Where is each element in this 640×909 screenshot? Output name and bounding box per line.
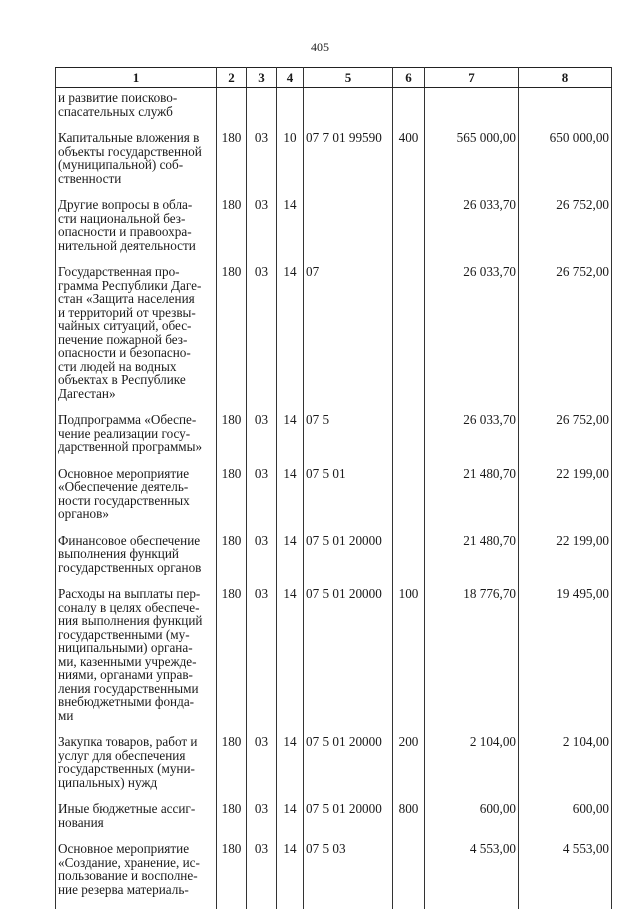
row-name-cell: [56, 413, 217, 467]
amount-year1-cell: 26 033,70: [425, 198, 519, 265]
row-name-line: ниципальными) органа-: [58, 641, 214, 655]
row-name-cell: [56, 842, 217, 909]
subsection-cell: 14: [277, 413, 304, 467]
header-row: [56, 68, 612, 88]
row-name-line: ми: [58, 709, 214, 723]
table-row: [56, 467, 612, 534]
row-name-line: Финансовое обеспечение: [58, 534, 214, 548]
row-name-line: чайных ситуаций, обес-: [58, 319, 214, 333]
row-name-line: ниями, органами управ-: [58, 668, 214, 682]
row-name-line: дарственной программы»: [58, 440, 214, 454]
section-cell: 03: [247, 735, 277, 802]
table-row: [56, 198, 612, 265]
glava-cell: 180: [217, 198, 247, 265]
amount-year2-cell: [519, 88, 612, 132]
target-code-cell: 07 7 01 99590: [304, 131, 393, 198]
row-name-line: грамма Республики Даге-: [58, 279, 214, 293]
header-cell: 6: [393, 68, 425, 88]
row-name-line: органов»: [58, 507, 214, 521]
amount-year1-cell: 4 553,00: [425, 842, 519, 909]
row-name-line: Расходы на выплаты пер-: [58, 587, 214, 601]
expense-type-cell: [393, 265, 425, 413]
target-code-cell: 07 5 01 20000: [304, 735, 393, 802]
table-row: [56, 88, 612, 132]
row-name-line: объектах в Республике: [58, 373, 214, 387]
amount-year2-cell: 4 553,00: [519, 842, 612, 909]
row-name-line: ственности: [58, 172, 214, 186]
section-cell: 03: [247, 198, 277, 265]
page-number: 405: [0, 40, 640, 55]
row-name-line: ности государственных: [58, 494, 214, 508]
row-name-line: опасности и безопасно-: [58, 346, 214, 360]
section-cell: 03: [247, 802, 277, 842]
header-cell: 1: [56, 68, 217, 88]
section-cell: 03: [247, 131, 277, 198]
amount-year1-cell: 21 480,70: [425, 467, 519, 534]
row-name-line: Подпрограмма «Обеспе-: [58, 413, 214, 427]
expense-type-cell: [393, 88, 425, 132]
subsection-cell: 10: [277, 131, 304, 198]
section-cell: 03: [247, 587, 277, 735]
header-cell: 2: [217, 68, 247, 88]
row-name-line: ципальных) нужд: [58, 776, 214, 790]
row-name-line: ние резерва материаль-: [58, 883, 214, 897]
amount-year2-cell: 22 199,00: [519, 467, 612, 534]
row-name-line: Закупка товаров, работ и: [58, 735, 214, 749]
expense-type-cell: [393, 467, 425, 534]
glava-cell: 180: [217, 467, 247, 534]
row-name-line: «Создание, хранение, ис-: [58, 856, 214, 870]
subsection-cell: 14: [277, 735, 304, 802]
expense-type-cell: [393, 413, 425, 467]
row-name-cell: [56, 467, 217, 534]
row-name-cell: [56, 802, 217, 842]
row-name-line: объекты государственной: [58, 145, 214, 159]
row-name-cell: [56, 88, 217, 132]
table-row: [56, 265, 612, 413]
row-name-line: внебюджетными фонда-: [58, 695, 214, 709]
row-name-line: Основное мероприятие: [58, 467, 214, 481]
table-row: [56, 735, 612, 802]
expense-type-cell: 100: [393, 587, 425, 735]
row-name-line: ми, казенными учрежде-: [58, 655, 214, 669]
section-cell: 03: [247, 842, 277, 909]
amount-year1-cell: 26 033,70: [425, 413, 519, 467]
target-code-cell: 07: [304, 265, 393, 413]
row-name-line: услуг для обеспечения: [58, 749, 214, 763]
subsection-cell: 14: [277, 802, 304, 842]
header-cell: 4: [277, 68, 304, 88]
table-row: [56, 802, 612, 842]
glava-cell: 180: [217, 802, 247, 842]
expense-type-cell: [393, 534, 425, 588]
amount-year2-cell: 22 199,00: [519, 534, 612, 588]
glava-cell: 180: [217, 534, 247, 588]
header-cell: 5: [304, 68, 393, 88]
row-name-line: нования: [58, 816, 214, 830]
row-name-line: печение пожарной без-: [58, 333, 214, 347]
row-name-line: и территорий от чрезвы-: [58, 306, 214, 320]
row-name-line: (муниципальной) соб-: [58, 158, 214, 172]
amount-year1-cell: 2 104,00: [425, 735, 519, 802]
header-cell: 8: [519, 68, 612, 88]
row-name-line: сти людей на водных: [58, 360, 214, 374]
budget-table: [55, 67, 612, 909]
row-name-cell: [56, 587, 217, 735]
row-name-cell: [56, 534, 217, 588]
row-name-line: «Обеспечение деятель-: [58, 480, 214, 494]
target-code-cell: 07 5 03: [304, 842, 393, 909]
target-code-cell: 07 5 01 20000: [304, 534, 393, 588]
glava-cell: 180: [217, 265, 247, 413]
amount-year1-cell: 21 480,70: [425, 534, 519, 588]
glava-cell: [217, 88, 247, 132]
target-code-cell: [304, 198, 393, 265]
table-row: [56, 842, 612, 909]
amount-year1-cell: 18 776,70: [425, 587, 519, 735]
amount-year2-cell: 600,00: [519, 802, 612, 842]
amount-year2-cell: 26 752,00: [519, 265, 612, 413]
amount-year2-cell: 19 495,00: [519, 587, 612, 735]
row-name-line: Государственная про-: [58, 265, 214, 279]
section-cell: 03: [247, 413, 277, 467]
glava-cell: 180: [217, 413, 247, 467]
section-cell: 03: [247, 467, 277, 534]
row-name-cell: [56, 131, 217, 198]
row-name-line: чение реализации госу-: [58, 427, 214, 441]
row-name-line: государственных органов: [58, 561, 214, 575]
subsection-cell: 14: [277, 587, 304, 735]
row-name-line: спасательных служб: [58, 105, 214, 119]
row-name-line: Основное мероприятие: [58, 842, 214, 856]
row-name-line: государственными (му-: [58, 628, 214, 642]
expense-type-cell: [393, 842, 425, 909]
glava-cell: 180: [217, 735, 247, 802]
table-row: [56, 131, 612, 198]
subsection-cell: 14: [277, 467, 304, 534]
row-name-line: Иные бюджетные ассиг-: [58, 802, 214, 816]
row-name-cell: [56, 198, 217, 265]
row-name-line: пользование и восполне-: [58, 869, 214, 883]
expense-type-cell: [393, 198, 425, 265]
header-cell: 7: [425, 68, 519, 88]
row-name-line: сти национальной без-: [58, 212, 214, 226]
amount-year2-cell: 26 752,00: [519, 198, 612, 265]
target-code-cell: 07 5: [304, 413, 393, 467]
subsection-cell: 14: [277, 265, 304, 413]
glava-cell: 180: [217, 587, 247, 735]
target-code-cell: 07 5 01 20000: [304, 587, 393, 735]
section-cell: 03: [247, 534, 277, 588]
amount-year1-cell: 600,00: [425, 802, 519, 842]
subsection-cell: [277, 88, 304, 132]
subsection-cell: 14: [277, 198, 304, 265]
glava-cell: 180: [217, 842, 247, 909]
subsection-cell: 14: [277, 534, 304, 588]
row-name-line: и развитие поисково-: [58, 91, 214, 105]
target-code-cell: 07 5 01: [304, 467, 393, 534]
table-row: [56, 534, 612, 588]
table-header: [56, 68, 612, 88]
subsection-cell: 14: [277, 842, 304, 909]
target-code-cell: [304, 88, 393, 132]
table-body: [56, 88, 612, 909]
glava-cell: 180: [217, 131, 247, 198]
row-name-line: соналу в целях обеспече-: [58, 601, 214, 615]
row-name-line: ния выполнения функций: [58, 614, 214, 628]
expense-type-cell: 400: [393, 131, 425, 198]
row-name-line: Капитальные вложения в: [58, 131, 214, 145]
row-name-line: стан «Защита населения: [58, 292, 214, 306]
amount-year2-cell: 26 752,00: [519, 413, 612, 467]
amount-year1-cell: 26 033,70: [425, 265, 519, 413]
amount-year1-cell: 565 000,00: [425, 131, 519, 198]
row-name-line: Другие вопросы в обла-: [58, 198, 214, 212]
target-code-cell: 07 5 01 20000: [304, 802, 393, 842]
row-name-line: нительной деятельности: [58, 239, 214, 253]
section-cell: [247, 88, 277, 132]
row-name-line: ления государственными: [58, 682, 214, 696]
row-name-line: опасности и правоохра-: [58, 225, 214, 239]
amount-year1-cell: [425, 88, 519, 132]
table-row: [56, 413, 612, 467]
row-name-line: выполнения функций: [58, 547, 214, 561]
expense-type-cell: 200: [393, 735, 425, 802]
row-name-line: Дагестан»: [58, 387, 214, 401]
amount-year2-cell: 2 104,00: [519, 735, 612, 802]
table-row: [56, 587, 612, 735]
row-name-cell: [56, 265, 217, 413]
section-cell: 03: [247, 265, 277, 413]
header-cell: 3: [247, 68, 277, 88]
amount-year2-cell: 650 000,00: [519, 131, 612, 198]
row-name-cell: [56, 735, 217, 802]
row-name-line: государственных (муни-: [58, 762, 214, 776]
expense-type-cell: 800: [393, 802, 425, 842]
